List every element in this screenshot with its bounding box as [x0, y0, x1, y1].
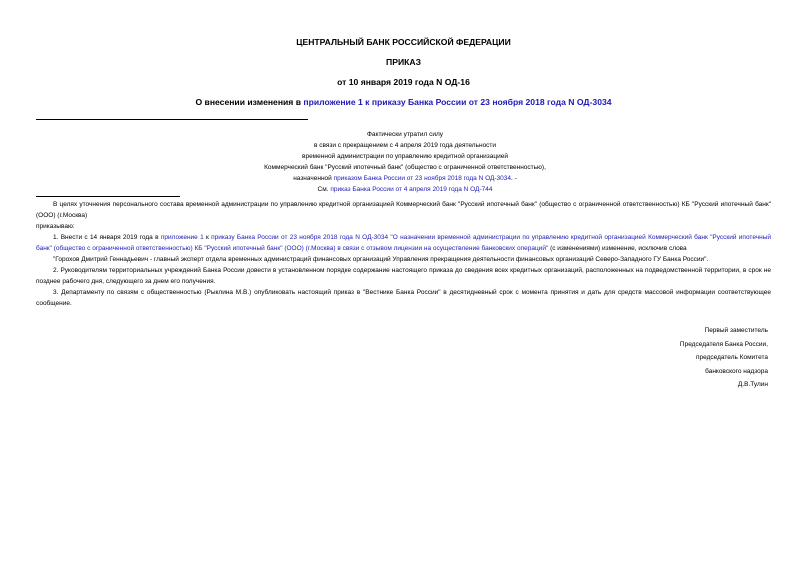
signature-line: банковского надзора	[705, 367, 768, 375]
signature-line: Первый заместитель	[704, 327, 768, 334]
item-1-text: к	[203, 234, 212, 241]
item-1-quote: "Горохов Дмитрий Геннадьевич - главный эксперт отдела временных администраций финансовых организаций Управления прекращения деятельности финансовых организаций Северо-Западного ГУ Банка России".	[53, 256, 709, 263]
status-note-line	[180, 173, 630, 184]
doc-title-prefix: О внесении изменения в	[195, 97, 304, 107]
signature-name: Д.В.Тулин	[737, 381, 768, 388]
item-1-text: 1. Внести с 14 января 2019 года в	[53, 234, 161, 241]
divider	[36, 119, 308, 120]
item-1-link-appendix[interactable]: приложение 1	[160, 234, 204, 241]
signature-line: председатель Комитета	[696, 354, 768, 361]
status-note-link-see[interactable]: приказ Банка России от 4 апреля 2019 года N ОД-744	[330, 186, 493, 193]
status-note-text: См.	[317, 186, 331, 193]
signature-block	[680, 324, 768, 392]
preamble: В целях уточнения персонального состава временной администрации по управлению кредитной организацией Коммерческий банк "Русский ипотечный банк" (общество с ограниченной ответственностью) КБ "Русский ипотечный банк" (ООО) (г.Москва)	[36, 201, 771, 219]
status-note-text: назначенной	[293, 175, 334, 182]
org-name: ЦЕНТРАЛЬНЫЙ БАНК РОССИЙСКОЙ ФЕДЕРАЦИИ	[296, 37, 511, 47]
status-note-line: Фактически утратил силу	[366, 131, 444, 138]
item-1-text: (с изменениями) изменение, исключив слова	[548, 245, 687, 252]
doc-type: ПРИКАЗ	[386, 57, 421, 67]
status-note	[180, 129, 630, 195]
document-body	[36, 199, 771, 309]
doc-title-link[interactable]: приложение 1 к приказу Банка России от 23 ноября 2018 года N ОД-3034	[303, 97, 612, 107]
order-word: приказываю:	[36, 223, 75, 230]
divider	[36, 196, 180, 197]
doc-date-number: от 10 января 2019 года N ОД-16	[337, 77, 470, 87]
doc-title	[0, 97, 807, 107]
item-3: 3. Департаменту по связям с общественностью (Рыклина М.В.) опубликовать настоящий приказ в "Вестнике Банка России" в десятидневный срок с момента принятия и дать для средств массовой информации соответствующее сообщение.	[36, 289, 771, 307]
item-2: 2. Руководителям территориальных учреждений Банка России довести в установленном порядке содержание настоящего приказа до сведения всех кредитных организаций, расположенных на подведомственной территории, в срок не позднее рабочего дня, следующего за днем его получения.	[36, 267, 771, 285]
status-note-line: Коммерческий банк "Русский ипотечный банк" (общество с ограниченной ответственностью),	[264, 164, 546, 171]
item-1	[36, 232, 771, 254]
status-note-line	[180, 184, 630, 195]
signature-line: Председателя Банка России,	[679, 340, 768, 348]
status-note-link-order[interactable]: приказом Банка России от 23 ноября 2018 года N ОД-3034	[333, 175, 512, 182]
item-1-link-order-title[interactable]: "О назначении временной администрации по управлению кредитной организацией Коммерческий банк "Русский ипотечный банк" (общество с ограниченной ответственностью) КБ "Русский ипотечный банк" (ООО) (г.Москва) в связи с отзывом лицензии на осуществление банковских операций"	[36, 234, 772, 252]
status-note-line: временной администрации по управлению кредитной организацией	[302, 153, 508, 160]
item-1-link-order[interactable]: приказу Банка России от 23 ноября 2018 года N ОД-3034	[211, 234, 389, 241]
status-note-text: . -	[511, 175, 517, 182]
status-note-line: в связи с прекращением с 4 апреля 2019 года деятельности	[313, 142, 497, 149]
